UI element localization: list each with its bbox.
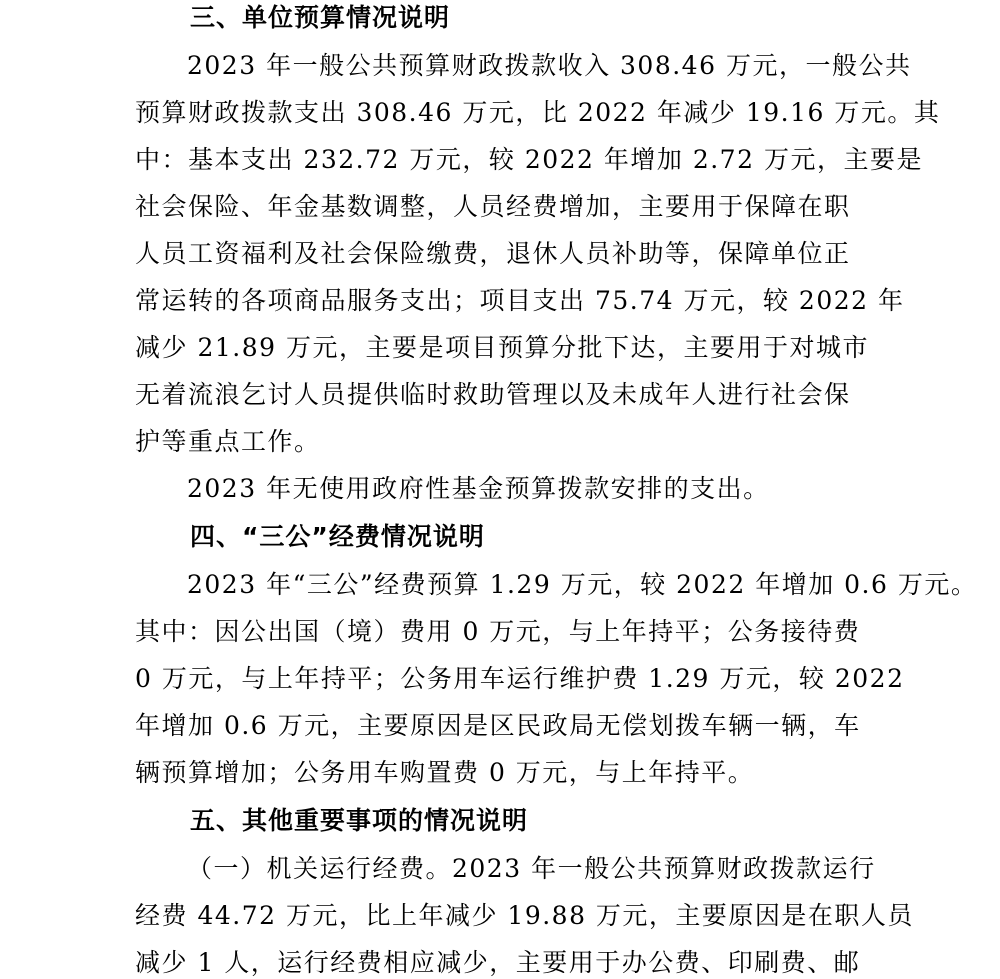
paragraph-line: 减少 1 人，运行经费相应减少，主要用于办公费、印刷费、邮 <box>135 948 861 977</box>
paragraph-line: 2023 年一般公共预算财政拨款收入 308.46 万元，一般公共 <box>187 51 912 80</box>
paragraph-line: 经费 44.72 万元，比上年减少 19.88 万元，主要原因是在职人员 <box>135 901 914 930</box>
paragraph-line: 辆预算增加；公务用车购置费 0 万元，与上年持平。 <box>135 758 755 787</box>
paragraph-line: 人员工资福利及社会保险缴费，退休人员补助等，保障单位正 <box>135 239 851 268</box>
section-heading-other: 五、其他重要事项的情况说明 <box>190 806 529 835</box>
paragraph-line: 社会保险、年金基数调整，人员经费增加，主要用于保障在职 <box>135 192 851 221</box>
paragraph-line: 其中：因公出国（境）费用 0 万元，与上年持平；公务接待费 <box>135 617 861 646</box>
section-heading-three-public: 四、“三公”经费情况说明 <box>190 522 485 551</box>
paragraph-line: 常运转的各项商品服务支出；项目支出 75.74 万元，较 2022 年 <box>135 286 905 315</box>
paragraph-line: （一）机关运行经费。2023 年一般公共预算财政拨款运行 <box>187 854 876 883</box>
paragraph-line: 2023 年无使用政府性基金预算拨款安排的支出。 <box>187 474 770 503</box>
section-heading-budget: 三、单位预算情况说明 <box>190 3 451 32</box>
paragraph-line: 无着流浪乞讨人员提供临时救助管理以及未成年人进行社会保 <box>135 380 851 409</box>
paragraph-line: 减少 21.89 万元，主要是项目预算分批下达，主要用于对城市 <box>135 333 869 362</box>
paragraph-line: 中：基本支出 232.72 万元，较 2022 年增加 2.72 万元，主要是 <box>135 145 923 174</box>
paragraph-line: 预算财政拨款支出 308.46 万元，比 2022 年减少 19.16 万元。其 <box>135 98 941 127</box>
paragraph-line: 2023 年“三公”经费预算 1.29 万元，较 2022 年增加 0.6 万元。 <box>187 570 978 599</box>
paragraph-line: 护等重点工作。 <box>135 427 321 456</box>
paragraph-line: 年增加 0.6 万元，主要原因是区民政局无偿划拨车辆一辆，车 <box>135 711 861 740</box>
paragraph-line: 0 万元，与上年持平；公务用车运行维护费 1.29 万元，较 2022 <box>135 664 905 693</box>
